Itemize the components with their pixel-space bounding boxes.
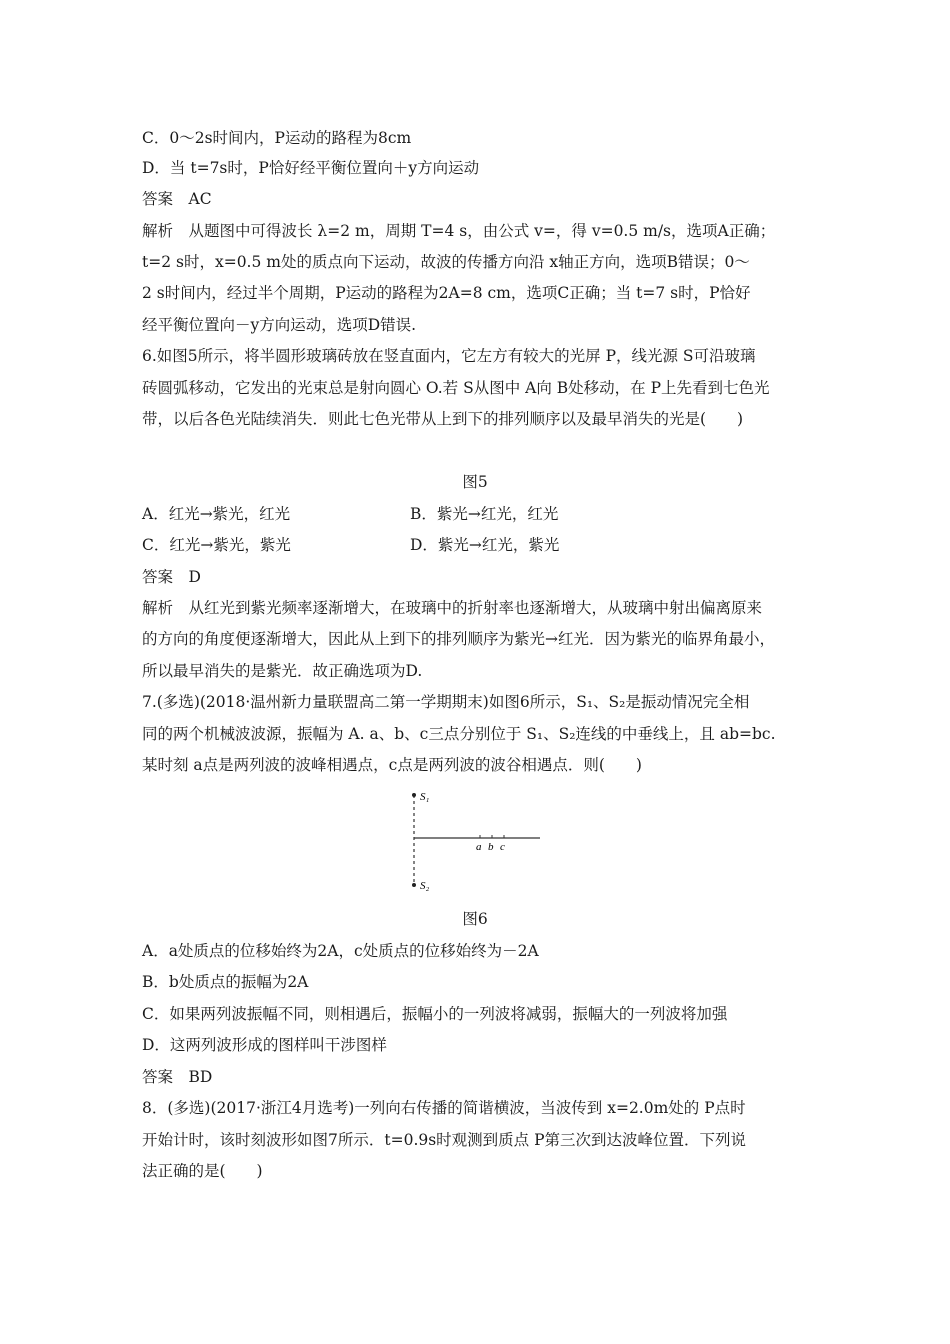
figure-6-diagram: [395, 785, 555, 900]
q7-stem-line: 某时刻 a点是两列波的波峰相遇点，c点是两列波的波谷相遇点．则( ): [142, 756, 642, 774]
q8-stem-line: 法正确的是( ): [142, 1162, 263, 1180]
figure-6-caption: 图6: [462, 910, 488, 928]
label-a: a: [476, 841, 482, 853]
q5-analysis-line: t=2 s时，x=0.5 m处的质点向下运动，故波的传播方向沿 x轴正方向，选项B错误；0～: [142, 253, 750, 271]
q6-option-a: A．红光→紫光，红光: [142, 505, 291, 523]
q7-stem-line: 7.(多选)(2018·温州新力量联盟高二第一学期期末)如图6所示，S₁、S₂是振动情况完全相: [142, 693, 750, 711]
q5-analysis-line: 2 s时间内，经过半个周期，P运动的路程为2A=8 cm，选项C正确；当 t=7 s时，P恰好: [142, 284, 751, 302]
q7-option-d: D．这两列波形成的图样叫干涉图样: [142, 1036, 387, 1054]
q6-stem-line: 6.如图5所示，将半圆形玻璃砖放在竖直面内，它左方有较大的光屏 P，线光源 S可沿玻璃: [142, 347, 756, 365]
q7-answer: 答案 BD: [142, 1068, 213, 1086]
q5-option-c: C．0～2s时间内，P运动的路程为8cm: [142, 129, 412, 147]
q7-stem-line: 同的两个机械波波源，振幅为 A. a、b、c三点分别位于 S₁、S₂连线的中垂线上，且 ab=bc.: [142, 725, 776, 743]
label-b: b: [488, 841, 494, 853]
figure-5-caption: 图5: [462, 473, 488, 491]
q5-answer: 答案 AC: [142, 190, 212, 208]
q5-analysis-line: 解析 从题图中可得波长 λ=2 m，周期 T=4 s，由公式 v=，得 v=0.5 m/s，选项A正确；: [142, 222, 776, 240]
q8-stem-line: 8．(多选)(2017·浙江4月选考)一列向右传播的简谐横波，当波传到 x=2.0m处的 P点时: [142, 1099, 746, 1117]
q6-stem-line: 带，以后各色光陆续消失．则此七色光带从上到下的排列顺序以及最早消失的光是( ): [142, 410, 744, 428]
q6-answer: 答案 D: [142, 568, 201, 586]
q6-option-d: D．紫光→红光，紫光: [410, 536, 560, 554]
q7-option-b: B．b处质点的振幅为2A: [142, 973, 309, 991]
q6-option-c: C．红光→紫光，紫光: [142, 536, 291, 554]
q6-analysis-line: 解析 从红光到紫光频率逐渐增大，在玻璃中的折射率也逐渐增大，从玻璃中射出偏离原来: [142, 599, 763, 617]
label-s1: S₁: [420, 791, 430, 803]
q6-analysis-line: 的方向的角度便逐渐增大，因此从上到下的排列顺序为紫光→红光．因为紫光的临界角最小，: [142, 630, 775, 648]
label-s2: S₂: [420, 880, 430, 892]
q5-analysis-line: 经平衡位置向－y方向运动，选项D错误.: [142, 316, 417, 334]
label-c: c: [500, 841, 505, 853]
q5-option-d: D．当 t=7s时，P恰好经平衡位置向＋y方向运动: [142, 159, 480, 177]
q7-option-a: A．a处质点的位移始终为2A，c处质点的位移始终为－2A: [142, 942, 539, 960]
q6-analysis-line: 所以最早消失的是紫光．故正确选项为D.: [142, 662, 423, 680]
q8-stem-line: 开始计时，该时刻波形如图7所示．t=0.9s时观测到质点 P第三次到达波峰位置．下列说: [142, 1131, 747, 1149]
q7-option-c: C．如果两列波振幅不同，则相遇后，振幅小的一列波将减弱，振幅大的一列波将加强: [142, 1005, 728, 1023]
source-s2-dot: [412, 883, 416, 887]
q6-option-b: B．紫光→红光，红光: [410, 505, 559, 523]
q6-stem-line: 砖圆弧移动，它发出的光束总是射向圆心 O.若 S从图中 A向 B处移动，在 P上先看到七色光: [142, 379, 770, 397]
source-s1-dot: [412, 793, 416, 797]
